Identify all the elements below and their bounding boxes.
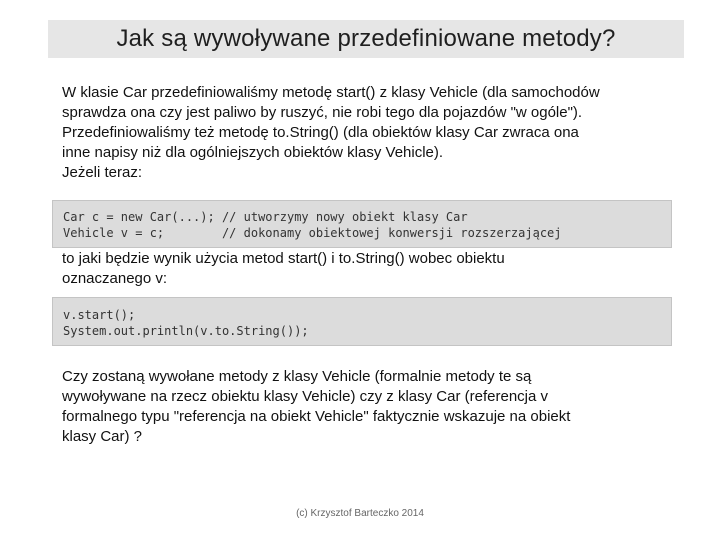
text-line: sprawdza ona czy jest paliwo by ruszyć, nie robi tego dla pojazdów "w ogóle"). xyxy=(62,104,583,121)
text-line: klasy Car) ? xyxy=(62,428,143,445)
code-block-assignment xyxy=(52,200,672,248)
text-line: W klasie Car przedefiniowaliśmy metodę start() z klasy Vehicle (dla samochodów xyxy=(62,84,600,101)
question-paragraph xyxy=(62,249,505,289)
code-line: v.start(); xyxy=(63,308,136,322)
footer-copyright: (c) Krzysztof Barteczko 2014 xyxy=(296,508,424,519)
text-line: formalnego typu "referencja na obiekt Vehicle" faktycznie wskazuje na obiekt xyxy=(62,408,571,425)
closing-paragraph xyxy=(62,367,570,447)
code-line: System.out.println(v.to.String()); xyxy=(63,324,309,338)
code-line: Car c = new Car(...); // utworzymy nowy obiekt klasy Car xyxy=(63,210,468,224)
text-line: inne napisy niż dla ogólniejszych obiektów klasy Vehicle). xyxy=(62,144,444,161)
code-block-calls xyxy=(52,297,672,346)
text-line: oznaczanego v: xyxy=(62,270,168,287)
text-line: Przedefiniowaliśmy też metodę to.String() (dla obiektów klasy Car zwraca ona xyxy=(62,124,579,141)
text-line: wywoływane na rzecz obiektu klasy Vehicle) czy z klasy Car (referencja v xyxy=(62,388,549,405)
text-line: to jaki będzie wynik użycia metod start() i to.String() wobec obiektu xyxy=(62,250,505,267)
text-line: Jeżeli teraz: xyxy=(62,164,143,181)
code-line: Vehicle v = c; // dokonamy obiektowej konwersji rozszerzającej xyxy=(63,226,562,240)
title-bar xyxy=(48,20,684,58)
text-line: Czy zostaną wywołane metody z klasy Vehicle (formalnie metody te są xyxy=(62,368,532,385)
slide-title: Jak są wywoływane przedefiniowane metody? xyxy=(116,25,616,52)
intro-paragraph xyxy=(62,83,600,183)
